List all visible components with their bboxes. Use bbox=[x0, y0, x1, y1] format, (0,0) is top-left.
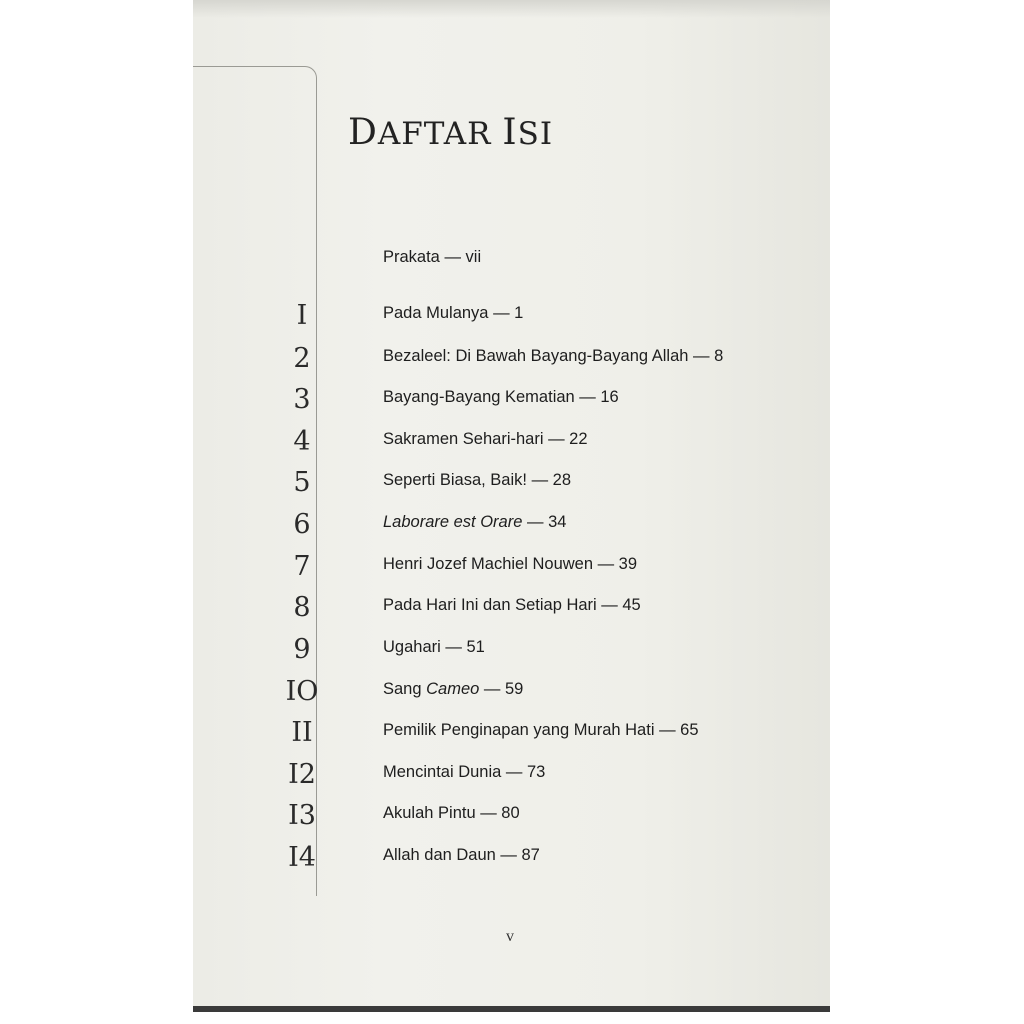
title-rest: AFTAR bbox=[377, 116, 503, 152]
chapter-number: I2 bbox=[288, 759, 316, 790]
title-second-rest: SI bbox=[517, 116, 554, 152]
chapter-title: Mencintai Dunia — 73 bbox=[383, 763, 546, 781]
chapter-title bbox=[383, 513, 566, 532]
chapter-number: 3 bbox=[293, 384, 311, 415]
toc-entry[interactable] bbox=[253, 634, 813, 670]
chapter-title: Bayang-Bayang Kematian — 16 bbox=[383, 388, 619, 406]
chapter-number: 9 bbox=[293, 634, 311, 665]
chapter-number: 7 bbox=[293, 551, 311, 582]
toc-entry[interactable] bbox=[253, 343, 813, 379]
chapter-title-prefix: Sang bbox=[383, 680, 427, 698]
chapter-number: I4 bbox=[288, 842, 316, 873]
page-bottom-edge bbox=[193, 1006, 830, 1012]
toc-entry[interactable] bbox=[253, 842, 813, 878]
chapter-number: II bbox=[291, 717, 313, 748]
chapter-title-page: — 34 bbox=[522, 513, 567, 531]
chapter-title: Sakramen Sehari-hari — 22 bbox=[383, 430, 588, 448]
title-second-initial: I bbox=[502, 112, 518, 153]
toc-entry[interactable] bbox=[253, 426, 813, 462]
chapter-title-italic: Laborare est Orare bbox=[383, 513, 523, 531]
chapter-number: 6 bbox=[293, 509, 311, 540]
chapter-number: 5 bbox=[293, 467, 311, 498]
page-number: v bbox=[506, 928, 514, 945]
toc-entry[interactable] bbox=[253, 300, 813, 336]
chapter-number: I bbox=[296, 300, 308, 331]
chapter-title: Seperti Biasa, Baik! — 28 bbox=[383, 471, 572, 489]
toc-entry[interactable] bbox=[253, 759, 813, 795]
chapter-title: Akulah Pintu — 80 bbox=[383, 804, 520, 822]
toc-entry[interactable] bbox=[253, 509, 813, 545]
toc-entry[interactable] bbox=[253, 467, 813, 503]
chapter-title bbox=[383, 680, 523, 699]
table-of-contents bbox=[193, 0, 830, 1012]
toc-entry[interactable] bbox=[253, 384, 813, 420]
title-initial: D bbox=[348, 112, 378, 153]
chapter-title: Bezaleel: Di Bawah Bayang-Bayang Allah — 8 bbox=[383, 347, 724, 365]
chapter-title: Pada Mulanya — 1 bbox=[383, 304, 524, 322]
chapter-number: 4 bbox=[293, 426, 311, 457]
book-page bbox=[193, 0, 830, 1012]
chapter-title: Henri Jozef Machiel Nouwen — 39 bbox=[383, 555, 638, 573]
chapter-title-page: — 59 bbox=[479, 680, 524, 698]
toc-entry[interactable] bbox=[253, 592, 813, 628]
chapter-number: IO bbox=[285, 676, 319, 707]
toc-prakata[interactable]: Prakata — vii bbox=[383, 248, 482, 266]
chapter-title: Pemilik Penginapan yang Murah Hati — 65 bbox=[383, 721, 699, 739]
chapter-title-italic: Cameo bbox=[426, 680, 480, 698]
toc-entry[interactable] bbox=[253, 800, 813, 836]
toc-entry[interactable] bbox=[253, 717, 813, 753]
toc-entry[interactable] bbox=[253, 551, 813, 587]
chapter-title: Pada Hari Ini dan Setiap Hari — 45 bbox=[383, 596, 641, 614]
chapter-number: 8 bbox=[293, 592, 311, 623]
chapter-number: I3 bbox=[288, 800, 316, 831]
chapter-title: Allah dan Daun — 87 bbox=[383, 846, 540, 864]
chapter-title: Ugahari — 51 bbox=[383, 638, 485, 656]
chapter-number: 2 bbox=[293, 343, 311, 374]
toc-entry[interactable] bbox=[253, 676, 813, 712]
